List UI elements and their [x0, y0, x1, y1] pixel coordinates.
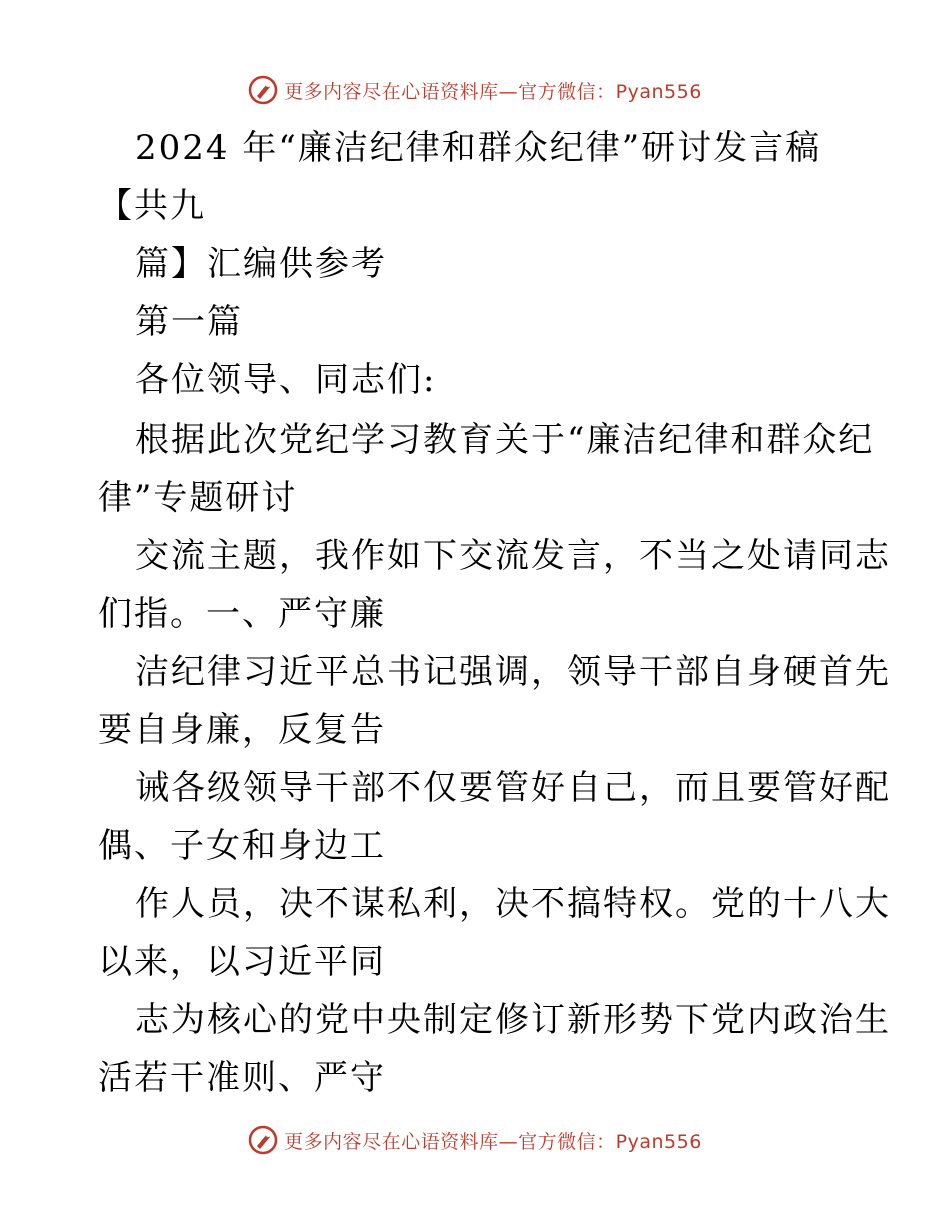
body-line: 活若干准则、严守 [98, 1058, 386, 1098]
body-line: 偶、子女和身边工 [98, 826, 386, 866]
document-title-line-3: 篇】汇编供参考 [135, 244, 387, 284]
salutation: 各位领导、同志们: [135, 360, 437, 400]
pen-nib-logo-icon [248, 75, 278, 105]
pen-nib-logo-icon [248, 1125, 278, 1155]
body-line: 诫各级领导干部不仅要管好自己，而且要管好配 [135, 768, 891, 808]
wechat-id: Pyan556 [615, 1130, 702, 1153]
banner-text: 更多内容尽在心语资料库—官方微信：Pyan556 [284, 1130, 702, 1153]
body-line: 作人员，决不谋私利，决不搞特权。党的十八大 [135, 884, 891, 924]
banner-text: 更多内容尽在心语资料库—官方微信：Pyan556 [284, 80, 702, 103]
document-title-line-1: 2024 年“廉洁纪律和群众纪律”研讨发言稿 [135, 128, 822, 168]
wechat-id: Pyan556 [615, 80, 702, 103]
body-line: 志为核心的党中央制定修订新形势下党内政治生 [135, 1000, 891, 1040]
body-line: 根据此次党纪学习教育关于“廉洁纪律和群众纪 [135, 420, 875, 460]
section-heading: 第一篇 [135, 302, 243, 342]
footer-banner [0, 1120, 950, 1160]
body-line: 以来，以习近平同 [98, 942, 386, 982]
document-title-line-2: 【共九 [98, 186, 206, 226]
body-line: 们指。一、严守廉 [98, 594, 386, 634]
header-banner [0, 70, 950, 110]
body-line: 要自身廉，反复告 [98, 710, 386, 750]
body-line: 洁纪律习近平总书记强调，领导干部自身硬首先 [135, 652, 891, 692]
body-line: 律”专题研讨 [98, 478, 298, 518]
body-line: 交流主题，我作如下交流发言，不当之处请同志 [135, 536, 891, 576]
